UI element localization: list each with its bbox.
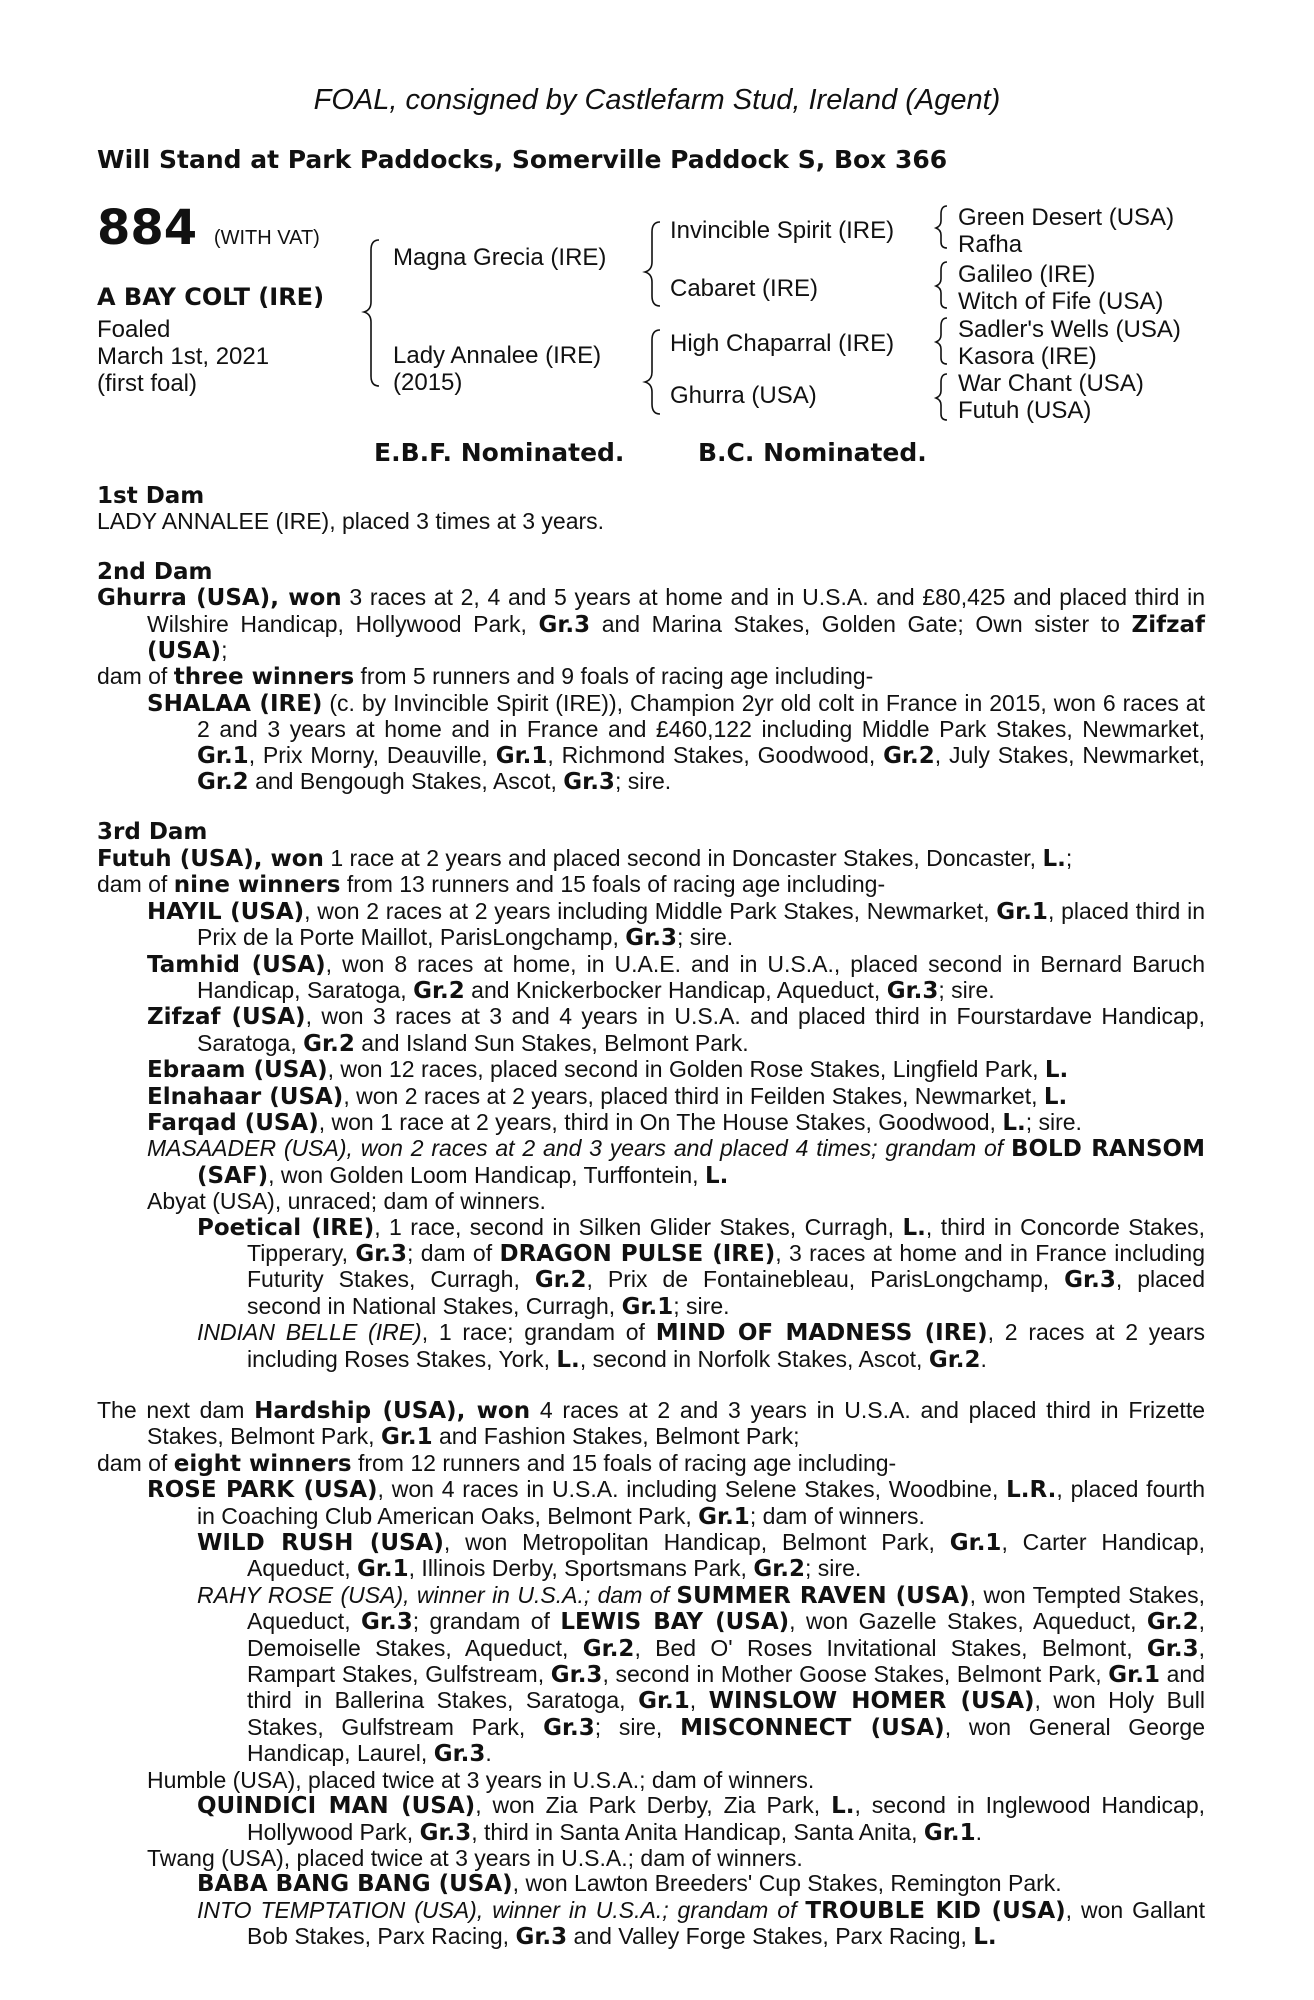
tamhid-entry: Tamhid (USA), won 8 races at home, in U.A.E. and in U.S.A., placed second in Bernard Baruch Handicap, Saratoga, Gr.2 and Knickerbocker Handicap, Aqueduct, Gr.3; sire. xyxy=(147,950,1205,1004)
dam2-produce-summary: dam of three winners from 5 runners and 9 foals of racing age including- xyxy=(97,663,874,691)
pedigree-g1: Green Desert (USA) xyxy=(958,204,1175,231)
ebf-nomination: E.B.F. Nominated. xyxy=(374,438,625,467)
into-temptation-entry: INTO TEMPTATION (USA), winner in U.S.A.; grandam of TROUBLE KID (USA), won Gallant Bob Stakes, Parx Racing, Gr.3 and Valley Forge Stakes, Parx Racing, L. xyxy=(197,1896,1205,1951)
elnahaar-entry: Elnahaar (USA), won 2 races at 2 years, placed third in Feilden Stakes, Newmarket, L. xyxy=(147,1082,1068,1110)
gg-bracket-4 xyxy=(936,374,947,420)
catalogue-body xyxy=(97,484,1205,1951)
shalaa-entry: SHALAA (IRE) (c. by Invincible Spirit (IRE)), Champion 2yr old colt in France in 2015, won 6 races at 2 and 3 years at home and in France and £460,122 including Middle Park Stakes, Newmarket, Gr.1, Prix Morny, Deauville, Gr.1, Richmond Stakes, Goodwood, Gr.2, July Stakes, Newmarket, Gr.2 and Bengough Stakes, Ascot, Gr.3; sire. xyxy=(147,689,1206,796)
baba-bang-bang-entry: BABA BANG BANG (USA), won Lawton Breeders' Cup Stakes, Remington Park. xyxy=(197,1870,1062,1898)
pedigree-sire-sire: Invincible Spirit (IRE) xyxy=(670,217,895,244)
pedigree-dam-sire: High Chaparral (IRE) xyxy=(670,330,895,357)
pedigree-g7: War Chant (USA) xyxy=(958,370,1144,397)
rahy-rose-entry: RAHY ROSE (USA), winner in U.S.A.; dam of SUMMER RAVEN (USA), won Tempted Stakes, Aqueduct, Gr.3; grandam of LEWIS BAY (USA), won Gazelle Stakes, Aqueduct, Gr.2, Demoiselle Stakes, Aqueduct, Gr.2, Bed O' Roses Invitational Stakes, Belmont, Gr.3, Rampart Stakes, Gulfstream, Gr.3, second in Mother Goose Stakes, Belmont Park, Gr.1 and third in Ballerina Stakes, Saratoga, Gr.1, WINSLOW HOMER (USA), won Holy Bull Stakes, Gulfstream Park, Gr.3; sire, MISCONNECT (USA), won General George Handicap, Laurel, Gr.3. xyxy=(197,1581,1206,1768)
pedigree-sire-dam: Cabaret (IRE) xyxy=(670,275,819,302)
ebraam-entry: Ebraam (USA), won 12 races, placed second in Golden Rose Stakes, Lingfield Park, L. xyxy=(147,1056,1069,1084)
foal-note: (first foal) xyxy=(97,370,198,397)
pedigree-g3: Galileo (IRE) xyxy=(958,261,1096,288)
sire-line-bracket xyxy=(645,222,660,306)
horse-description: A BAY COLT (IRE) xyxy=(97,283,325,311)
next-dam-record: The next dam Hardship (USA), won 4 races at 2 and 3 years in U.S.A. and placed third in Frizette Stakes, Belmont Park, Gr.1 and Fashion Stakes, Belmont Park; xyxy=(97,1397,1205,1451)
foaled-date: March 1st, 2021 xyxy=(97,343,270,370)
dam2-record: Ghurra (USA), won 3 races at 2, 4 and 5 years at home and in U.S.A. and £80,425 and placed third in Wilshire Handicap, Hollywood Park, Gr.3 and Marina Stakes, Golden Gate; Own sister to Zifzaf (USA); xyxy=(97,584,1205,665)
dam1-text: LADY ANNALEE (IRE), placed 3 times at 3 years. xyxy=(97,508,605,535)
hayil-entry: HAYIL (USA), won 2 races at 2 years including Middle Park Stakes, Newmarket, Gr.1, placed third in Prix de la Porte Maillot, ParisLongchamp, Gr.3; sire. xyxy=(147,897,1206,952)
bc-nomination: B.C. Nominated. xyxy=(698,438,927,467)
dam3-heading: 3rd Dam xyxy=(97,819,208,846)
pedigree-dam-dam: Ghurra (USA) xyxy=(670,382,817,409)
pedigree-g8: Futuh (USA) xyxy=(958,397,1092,424)
pedigree-g6: Kasora (IRE) xyxy=(958,343,1097,370)
dam1-heading: 1st Dam xyxy=(97,483,205,509)
pedigree-g4: Witch of Fife (USA) xyxy=(958,288,1164,315)
pedigree-g2: Rafha xyxy=(958,231,1023,258)
lot-number-value: 884 xyxy=(97,200,198,256)
humble-entry: Humble (USA), placed twice at 3 years in U.S.A.; dam of winners. xyxy=(147,1766,815,1793)
next-dam-produce-summary: dam of eight winners from 12 runners and 15 foals of racing age including- xyxy=(97,1449,897,1477)
gg-bracket-1 xyxy=(936,206,947,248)
farqad-entry: Farqad (USA), won 1 race at 2 years, third in On The House Stakes, Goodwood, L.; sire. xyxy=(147,1108,1082,1136)
zifzaf-entry: Zifzaf (USA), won 3 races at 3 and 4 years in U.S.A. and placed third in Fourstardave Handicap, Saratoga, Gr.2 and Island Sun Stakes, Belmont Park. xyxy=(147,1003,1205,1057)
indian-belle-entry: INDIAN BELLE (IRE), 1 race; grandam of MIND OF MADNESS (IRE), 2 races at 2 years including Roses Stakes, York, L., second in Norfolk Stakes, Ascot, Gr.2. xyxy=(197,1319,1205,1373)
catalogue-title: FOAL, consigned by Castlefarm Stud, Ireland (Agent) xyxy=(313,84,1001,116)
dam3-record: Futuh (USA), won 1 race at 2 years and placed second in Doncaster Stakes, Doncaster, L.; xyxy=(97,844,1073,872)
gg-bracket-3 xyxy=(936,318,947,364)
masaader-entry: MASAADER (USA), won 2 races at 2 and 3 years and placed 4 times; grandam of BOLD RANSOM (SAF), won Golden Loom Handicap, Turffontein, L. xyxy=(147,1135,1205,1189)
pedigree-dam: Lady Annalee (IRE) xyxy=(393,342,602,369)
rose-park-entry: ROSE PARK (USA), won 4 races in U.S.A. including Selene Stakes, Woodbine, L.R., placed fourth in Coaching Club American Oaks, Belmont Park, Gr.1; dam of winners. xyxy=(147,1476,1205,1530)
dam3-produce-summary: dam of nine winners from 13 runners and 15 foals of racing age including- xyxy=(97,871,886,899)
dam2-name: Ghurra (USA), won xyxy=(97,585,342,612)
vat-label: (WITH VAT) xyxy=(213,227,320,249)
gg-bracket-2 xyxy=(936,262,947,308)
pedigree-sire: Magna Grecia (IRE) xyxy=(393,244,607,271)
abyat-entry: Abyat (USA), unraced; dam of winners. xyxy=(147,1188,546,1215)
wild-rush-entry: WILD RUSH (USA), won Metropolitan Handicap, Belmont Park, Gr.1, Carter Handicap, Aqueduct, Gr.1, Illinois Derby, Sportsmans Park, Gr.2; sire. xyxy=(197,1529,1205,1583)
twang-entry: Twang (USA), placed twice at 3 years in U.S.A.; dam of winners. xyxy=(147,1844,803,1871)
poetical-entry: Poetical (IRE), 1 race, second in Silken Glider Stakes, Curragh, L., third in Concorde Stakes, Tipperary, Gr.3; dam of DRAGON PULSE (IRE), 3 races at home and in France including Futurity Stakes, Curragh, Gr.2, Prix de Fontainebleau, ParisLongchamp, Gr.3, placed second in National Stakes, Curragh, Gr.1; sire. xyxy=(197,1213,1206,1320)
dam-line-bracket xyxy=(645,330,660,414)
sire-dam-bracket xyxy=(364,240,379,386)
dam2-heading: 2nd Dam xyxy=(97,558,213,585)
quindici-man-entry: QUINDICI MAN (USA), won Zia Park Derby, Zia Park, L., second in Inglewood Handicap, Hollywood Park, Gr.3, third in Santa Anita Handicap, Santa Anita, Gr.1. xyxy=(197,1792,1205,1846)
stand-location: Will Stand at Park Paddocks, Somerville Paddock S, Box 366 xyxy=(97,145,948,174)
foaled-label: Foaled xyxy=(97,316,171,343)
pedigree-dam-year: (2015) xyxy=(393,369,463,396)
pedigree-g5: Sadler's Wells (USA) xyxy=(958,316,1181,343)
